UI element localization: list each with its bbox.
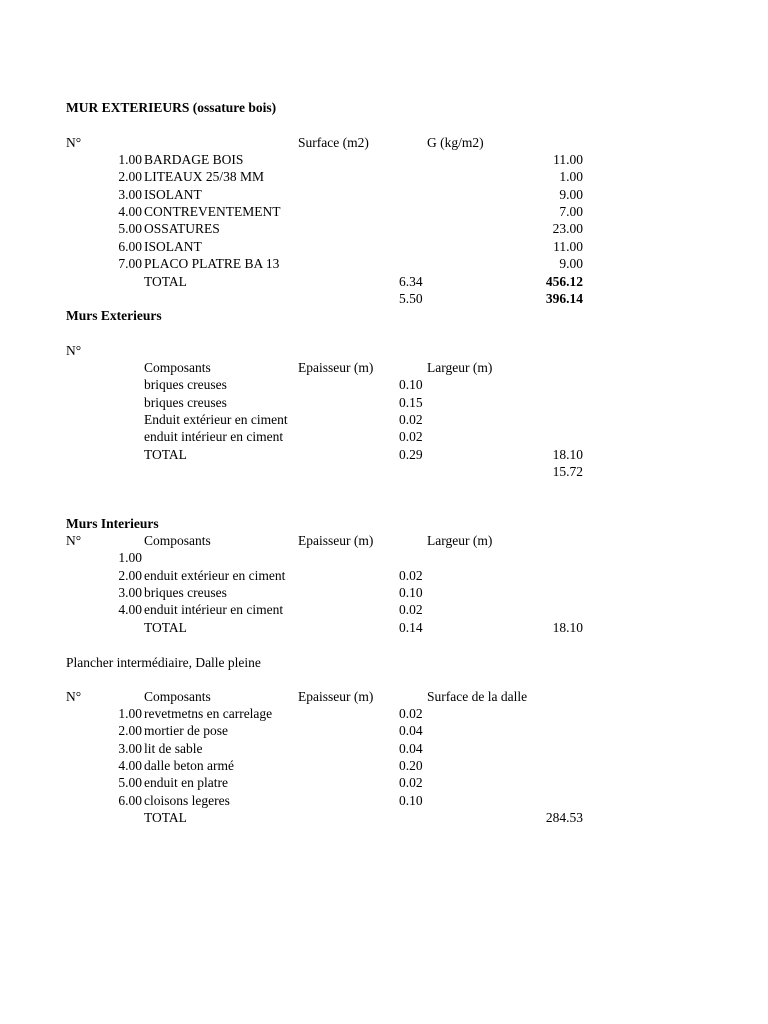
row-label: briques creuses: [144, 377, 227, 392]
row-number: 5.00: [118, 775, 142, 790]
row-label: enduit intérieur en ciment: [144, 429, 284, 444]
table-header-row: [0, 532, 768, 549]
section-title-row: [0, 99, 768, 116]
row-label: LITEAUX 25/38 MM: [144, 169, 264, 184]
row-label: PLACO PLATRE BA 13: [144, 256, 280, 271]
total-largeur: 18.10: [552, 447, 583, 462]
row-g-value: 1.00: [559, 169, 583, 184]
row-g-value: 23.00: [552, 221, 583, 236]
row-label: ISOLANT: [144, 187, 202, 202]
section-title-row: [0, 654, 768, 671]
row-label: BARDAGE BOIS: [144, 152, 244, 167]
total-g: 456.12: [545, 274, 583, 289]
row-number: 1.00: [118, 706, 142, 721]
table-header-row: [0, 134, 768, 151]
table-row: [0, 722, 768, 739]
column-header-composants: Composants: [144, 533, 211, 548]
row-epaisseur: 0.10: [399, 377, 423, 392]
row-label: OSSATURES: [144, 221, 220, 236]
table-row: [0, 255, 768, 272]
row-label: lit de sable: [144, 741, 203, 756]
row-number: 3.00: [118, 585, 142, 600]
row-epaisseur: 0.02: [399, 602, 423, 617]
row-epaisseur: 0.04: [399, 741, 423, 756]
section-title: MUR EXTERIEURS (ossature bois): [66, 100, 277, 115]
row-epaisseur: 0.02: [399, 412, 423, 427]
row-number: 2.00: [118, 169, 142, 184]
row-label: Enduit extérieur en ciment: [144, 412, 288, 427]
row-label: ISOLANT: [144, 239, 202, 254]
table-row: [0, 168, 768, 185]
total-row: [0, 273, 768, 290]
table-row: [0, 238, 768, 255]
row-number: 5.00: [118, 221, 142, 236]
column-header-g: G (kg/m2): [427, 135, 484, 150]
table-row: [0, 428, 768, 445]
row-epaisseur: 0.02: [399, 775, 423, 790]
table-row: [0, 411, 768, 428]
row-g-value: 9.00: [559, 256, 583, 271]
total-row: [0, 809, 768, 826]
row-epaisseur: 0.04: [399, 723, 423, 738]
row-label: revetmetns en carrelage: [144, 706, 273, 721]
row-epaisseur: 0.02: [399, 706, 423, 721]
table-row: [0, 740, 768, 757]
column-header-n: N°: [66, 689, 82, 704]
column-header-n: N°: [66, 135, 82, 150]
row-label: briques creuses: [144, 585, 227, 600]
table-row: [0, 394, 768, 411]
row-label: enduit extérieur en ciment: [144, 568, 286, 583]
row-label: enduit intérieur en ciment: [144, 602, 284, 617]
total-row: [0, 619, 768, 636]
extra-row: [0, 463, 768, 480]
column-header-n: N°: [66, 533, 82, 548]
n-row: [0, 342, 768, 359]
section-title: Murs Interieurs: [66, 516, 159, 531]
row-g-value: 7.00: [559, 204, 583, 219]
table-row: [0, 705, 768, 722]
section-title: Plancher intermédiaire, Dalle pleine: [66, 655, 261, 670]
column-header-surface: Surface (m2): [298, 135, 369, 150]
row-epaisseur: 0.10: [399, 793, 423, 808]
column-header-epaisseur: Epaisseur (m): [298, 360, 374, 375]
total-epaisseur: 0.29: [399, 447, 423, 462]
row-number: 7.00: [118, 256, 142, 271]
section-title-row: [0, 307, 768, 324]
row-number: 3.00: [118, 187, 142, 202]
extra-row: [0, 290, 768, 307]
row-label: dalle beton armé: [144, 758, 234, 773]
column-header-composants: Composants: [144, 689, 211, 704]
row-g-value: 11.00: [553, 239, 583, 254]
table-row: [0, 203, 768, 220]
column-header-largeur: Largeur (m): [427, 533, 493, 548]
row-number: 4.00: [118, 758, 142, 773]
column-header-composants: Composants: [144, 360, 211, 375]
row-epaisseur: 0.20: [399, 758, 423, 773]
row-epaisseur: 0.10: [399, 585, 423, 600]
total-surface: 284.53: [545, 810, 583, 825]
table-header-row: [0, 688, 768, 705]
row-number: 4.00: [118, 602, 142, 617]
extra-largeur: 15.72: [552, 464, 583, 479]
total-largeur: 18.10: [552, 620, 583, 635]
row-number: 2.00: [118, 568, 142, 583]
row-number: 6.00: [118, 793, 142, 808]
table-row: [0, 549, 768, 566]
row-label: CONTREVENTEMENT: [144, 204, 281, 219]
table-row: [0, 186, 768, 203]
row-label: enduit en platre: [144, 775, 228, 790]
row-number: 1.00: [118, 550, 142, 565]
total-label: TOTAL: [144, 447, 187, 462]
table-header-row: [0, 359, 768, 376]
row-label: briques creuses: [144, 395, 227, 410]
section-title-row: [0, 515, 768, 532]
total-label: TOTAL: [144, 810, 187, 825]
table-row: [0, 151, 768, 168]
table-row: [0, 601, 768, 618]
row-epaisseur: 0.02: [399, 429, 423, 444]
table-row: [0, 567, 768, 584]
table-row: [0, 757, 768, 774]
row-label: cloisons legeres: [144, 793, 230, 808]
table-row: [0, 584, 768, 601]
row-number: 1.00: [118, 152, 142, 167]
row-number: 2.00: [118, 723, 142, 738]
row-epaisseur: 0.15: [399, 395, 423, 410]
total-epaisseur: 0.14: [399, 620, 423, 635]
total-row: [0, 446, 768, 463]
column-header-epaisseur: Epaisseur (m): [298, 689, 374, 704]
table-row: [0, 376, 768, 393]
column-header-largeur: Largeur (m): [427, 360, 493, 375]
row-number: 3.00: [118, 741, 142, 756]
column-header-epaisseur: Epaisseur (m): [298, 533, 374, 548]
column-header-n: N°: [66, 343, 82, 358]
row-label: mortier de pose: [144, 723, 228, 738]
column-header-surface: Surface de la dalle: [427, 689, 528, 704]
total-surface: 6.34: [399, 274, 423, 289]
row-g-value: 11.00: [553, 152, 583, 167]
extra-surface: 5.50: [399, 291, 423, 306]
row-g-value: 9.00: [559, 187, 583, 202]
row-epaisseur: 0.02: [399, 568, 423, 583]
table-row: [0, 774, 768, 791]
section-title: Murs Exterieurs: [66, 308, 162, 323]
total-label: TOTAL: [144, 620, 187, 635]
extra-g: 396.14: [545, 291, 583, 306]
row-number: 4.00: [118, 204, 142, 219]
total-label: TOTAL: [144, 274, 187, 289]
table-row: [0, 792, 768, 809]
table-row: [0, 220, 768, 237]
row-number: 6.00: [118, 239, 142, 254]
